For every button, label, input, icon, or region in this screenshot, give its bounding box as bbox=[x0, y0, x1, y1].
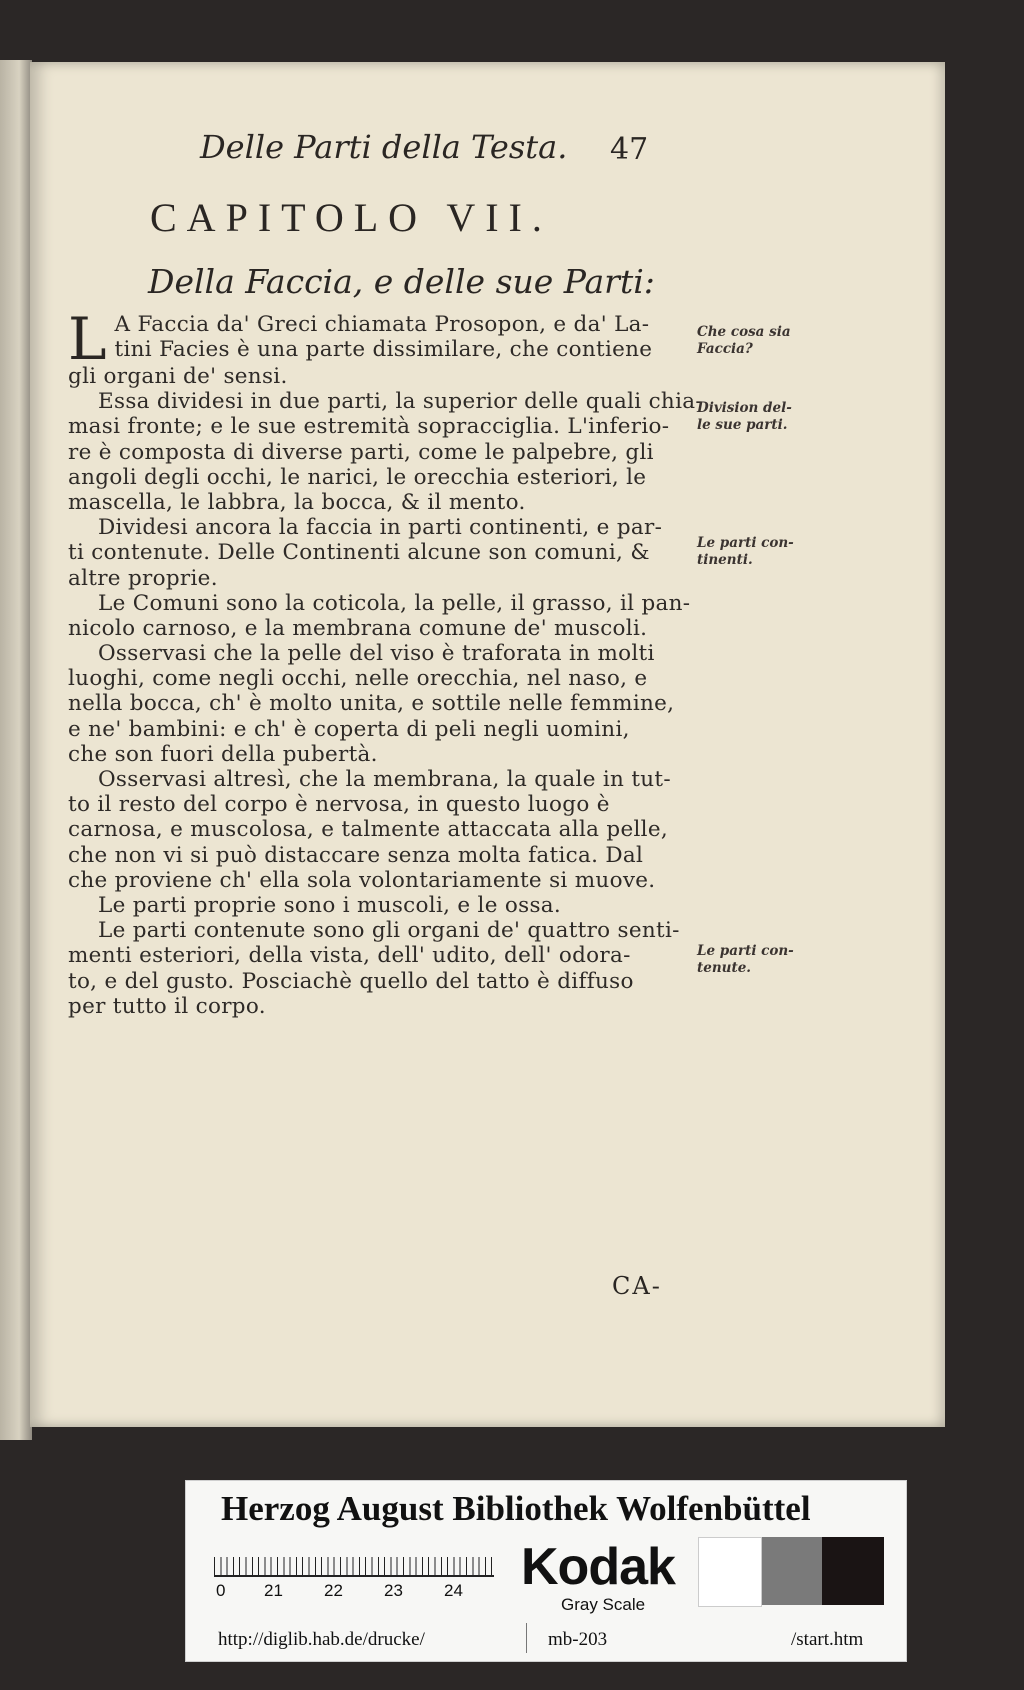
url-prefix: http://diglib.hab.de/drucke/ bbox=[218, 1629, 425, 1650]
text-line: Osservasi che la pelle del viso è traforata in molti bbox=[98, 641, 655, 667]
marginal-note-line: tenute. bbox=[697, 960, 751, 976]
text-line: che proviene ch' ella sola volontariamente si muove. bbox=[68, 867, 656, 893]
text-line: Le Comuni sono la coticola, la pelle, il grasso, il pan- bbox=[98, 590, 691, 616]
text-line: Le parti contenute sono gli organi de' quattro senti- bbox=[98, 918, 680, 944]
marginal-note-line: tinenti. bbox=[697, 552, 753, 568]
ruler-scale bbox=[214, 1543, 494, 1577]
book-page bbox=[30, 62, 945, 1427]
text-line: to, e del gusto. Posciachè quello del tatto è diffuso bbox=[68, 968, 634, 994]
text-line: mascella, le labbra, la bocca, & il mento. bbox=[68, 489, 526, 515]
gray-swatch-dark bbox=[822, 1537, 884, 1605]
text-line: Essa dividesi in due parti, la superior delle quali chia- bbox=[98, 389, 703, 415]
marginal-note-line: Le parti con- bbox=[697, 943, 794, 959]
facing-page-edge bbox=[0, 60, 32, 1440]
marginal-note-line: Le parti con- bbox=[697, 535, 794, 551]
text-line: menti esteriori, della vista, dell' udito, dell' odora- bbox=[68, 943, 631, 969]
marginal-note-line: le sue parti. bbox=[697, 417, 788, 433]
library-color-bar bbox=[185, 1480, 907, 1662]
chapter-title: CAPITOLO VII. bbox=[150, 195, 552, 240]
body-text bbox=[68, 305, 718, 1019]
url-suffix: /start.htm bbox=[791, 1629, 864, 1650]
text-line: Le parti proprie sono i muscoli, e le ossa. bbox=[98, 892, 562, 918]
url-divider bbox=[526, 1623, 527, 1653]
text-line: Osservasi altresì, che la membrana, la quale in tut- bbox=[98, 767, 671, 792]
marginal-note bbox=[697, 324, 847, 358]
gray-scale-label: Gray Scale bbox=[561, 1595, 646, 1614]
marginal-note-line: Che cosa sia bbox=[697, 324, 791, 340]
text-line: ti contenute. Delle Continenti alcune son comuni, & bbox=[68, 540, 650, 566]
page-number: 47 bbox=[610, 132, 649, 167]
ruler-label: 22 bbox=[324, 1581, 343, 1600]
marginal-note-line: Faccia? bbox=[697, 341, 753, 357]
text-line: luoghi, come negli occhi, nelle orecchia, nel naso, e bbox=[68, 666, 648, 692]
text-line: tini Facies è una parte dissimilare, che contiene bbox=[114, 337, 653, 363]
text-line: re è composta di diverse parti, come le palpebre, gli bbox=[68, 439, 654, 465]
text-line: che son fuori della pubertà. bbox=[68, 741, 378, 767]
marginal-note bbox=[697, 535, 847, 569]
text-line: per tutto il corpo. bbox=[68, 993, 266, 1019]
ruler-label: 0 bbox=[216, 1581, 226, 1600]
chapter-subtitle: Della Faccia, e delle sue Parti: bbox=[148, 262, 655, 301]
ruler-label: 23 bbox=[384, 1581, 403, 1600]
kodak-logo: Kodak bbox=[521, 1538, 675, 1596]
catchword: CA- bbox=[612, 1272, 662, 1300]
text-line: carnosa, e muscolosa, e talmente attaccata alla pelle, bbox=[68, 817, 668, 843]
library-name: Herzog August Bibliothek Wolfenbüttel bbox=[221, 1489, 811, 1528]
text-line: che non vi si può distaccare senza molta fatica. Dal bbox=[68, 842, 644, 868]
marginal-note bbox=[697, 400, 847, 434]
text-line: masi fronte; e le sue estremità sopracciglia. L'inferio- bbox=[68, 414, 670, 440]
drop-cap: L bbox=[68, 305, 107, 373]
text-line: e ne' bambini: e ch' è coperta di peli negli uomini, bbox=[68, 716, 630, 742]
ruler-label: 24 bbox=[444, 1581, 463, 1600]
gray-swatch-mid bbox=[762, 1537, 822, 1605]
marginal-note-line: Division del- bbox=[697, 400, 792, 416]
ruler-label: 21 bbox=[264, 1581, 283, 1600]
text-line: altre proprie. bbox=[68, 565, 218, 591]
text-line: nicolo carnoso, e la membrana comune de' muscoli. bbox=[68, 615, 648, 641]
text-line: to il resto del corpo è nervosa, in questo luogo è bbox=[68, 792, 610, 818]
marginal-note bbox=[697, 943, 847, 977]
text-line: nella bocca, ch' è molto unita, e sottile nelle femmine, bbox=[68, 691, 675, 717]
text-line: gli organi de' sensi. bbox=[68, 364, 288, 389]
text-line: A Faccia da' Greci chiamata Prosopon, e da' La- bbox=[114, 312, 650, 337]
url-code: mb-203 bbox=[548, 1629, 608, 1650]
running-head: Delle Parti della Testa. bbox=[200, 128, 568, 166]
text-line: Dividesi ancora la faccia in parti continenti, e par- bbox=[98, 515, 663, 541]
text-line: angoli degli occhi, le narici, le orecchia esteriori, le bbox=[68, 464, 647, 490]
gray-swatch-white bbox=[698, 1537, 762, 1607]
